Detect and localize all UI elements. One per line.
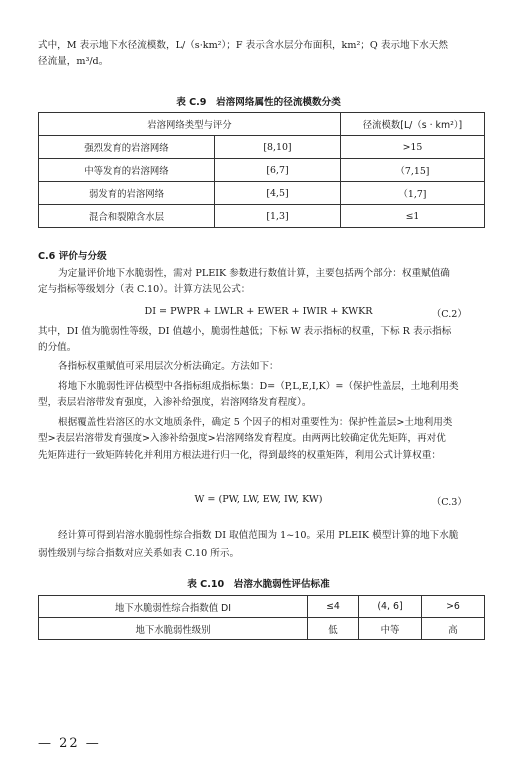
table-cell: 地下水脆弱性级别 [39, 618, 308, 640]
table-cell: 高 [422, 618, 485, 640]
table-header-row [39, 113, 485, 136]
table-c9 [38, 112, 485, 228]
table-row [39, 618, 485, 640]
paragraph-4-b: 型，表层岩溶带发育强度，入渗补给强度，岩溶网络发育程度）。 [38, 397, 312, 408]
table-cell: 低 [308, 618, 359, 640]
equation-c3-text: W = (PW, LW, EW, IW, KW) [194, 494, 323, 505]
table-row [39, 159, 485, 182]
table-header-cell: 岩溶网络类型与评分 [39, 113, 341, 136]
paragraph-1-a: 为定量评价地下水脆弱性，需对 PLEIK 参数进行数值计算，主要包括两个部分：权重赋值确 [58, 268, 450, 279]
table-cell: [4,5] [215, 182, 341, 205]
table-cell: [8,10] [215, 136, 341, 159]
table-cell: 混合和裂隙含水层 [39, 205, 215, 228]
table-c9-caption: 表 C.9 岩溶网络属性的径流模数分类 [176, 97, 341, 108]
paragraph-6-b: 弱性级别与综合指数对应关系如表 C.10 所示。 [38, 548, 240, 559]
table-header-row [39, 596, 485, 618]
table-row [39, 182, 485, 205]
equation-c2-number: （C.2） [431, 309, 467, 320]
paragraph-2-b: 的分值。 [38, 342, 77, 353]
paragraph-1-b: 定与指标等级划分（表 C.10）。计算方法见公式： [38, 284, 251, 295]
paragraph-5-c: 先矩阵进行一致矩阵转化并利用方根法进行归一化，得到最终的权重矩阵，利用公式计算权重： [38, 450, 441, 461]
table-row [39, 205, 485, 228]
paragraph-4-a: 将地下水脆弱性评估模型中各指标组成指标集：D=（P,L,E,I,K）=（保护性盖层，土地利用类 [58, 381, 459, 392]
section-title: C.6 评价与分级 [38, 251, 107, 262]
table-cell: 中等 [359, 618, 422, 640]
table-header-cell: 径流模数[L/（s · km²）] [341, 113, 485, 136]
table-cell: ≤1 [341, 205, 485, 228]
table-header-cell: >6 [422, 596, 485, 618]
equation-c2-text: DI = PWPR + LWLR + EWER + IWIR + KWKR [144, 306, 373, 317]
table-cell: （1,7] [341, 182, 485, 205]
table-cell: [1,3] [215, 205, 341, 228]
intro-line-2: 径流量，m³/d。 [38, 56, 109, 67]
table-header-cell: (4, 6] [359, 596, 422, 618]
table-cell: 弱发育的岩溶网络 [39, 182, 215, 205]
paragraph-2-a: 其中，DI 值为脆弱性等级，DI 值越小，脆弱性越低；下标 W 表示指标的权重，下标 R 表示指标 [38, 326, 452, 337]
table-header-cell: 地下水脆弱性综合指数值 DI [39, 596, 308, 618]
table-cell: [6,7] [215, 159, 341, 182]
equation-c3-number: （C.3） [431, 497, 467, 508]
table-cell: >15 [341, 136, 485, 159]
table-cell: 中等发育的岩溶网络 [39, 159, 215, 182]
table-cell: 强烈发育的岩溶网络 [39, 136, 215, 159]
table-row [39, 136, 485, 159]
table-cell: （7,15] [341, 159, 485, 182]
table-header-cell: ≤4 [308, 596, 359, 618]
intro-line-1: 式中，M 表示地下水径流模数，L/（s·km²）；F 表示含水层分布面积，km²；Q 表示地下水天然 [38, 40, 448, 51]
intro-text [38, 38, 483, 70]
paragraph-5-a: 根据覆盖性岩溶区的水文地质条件，确定 5 个因子的相对重要性为：保护性盖层>土地利用类 [58, 417, 453, 428]
table-c10 [38, 595, 485, 640]
paragraph-6-a: 经计算可得到岩溶水脆弱性综合指数 DI 取值范围为 1~10。采用 PLEIK 模型计算的地下水脆 [58, 530, 459, 541]
paragraph-3: 各指标权重赋值可采用层次分析法确定。方法如下： [58, 361, 279, 372]
paragraph-5-b: 型>表层岩溶带发育强度>入渗补给强度>岩溶网络发育程度。由两两比较确定优先矩阵，再对优 [38, 433, 446, 444]
paragraph-1 [38, 266, 483, 282]
table-c10-caption: 表 C.10 岩溶水脆弱性评估标准 [187, 579, 330, 590]
page-number: — 22 — [38, 736, 101, 751]
